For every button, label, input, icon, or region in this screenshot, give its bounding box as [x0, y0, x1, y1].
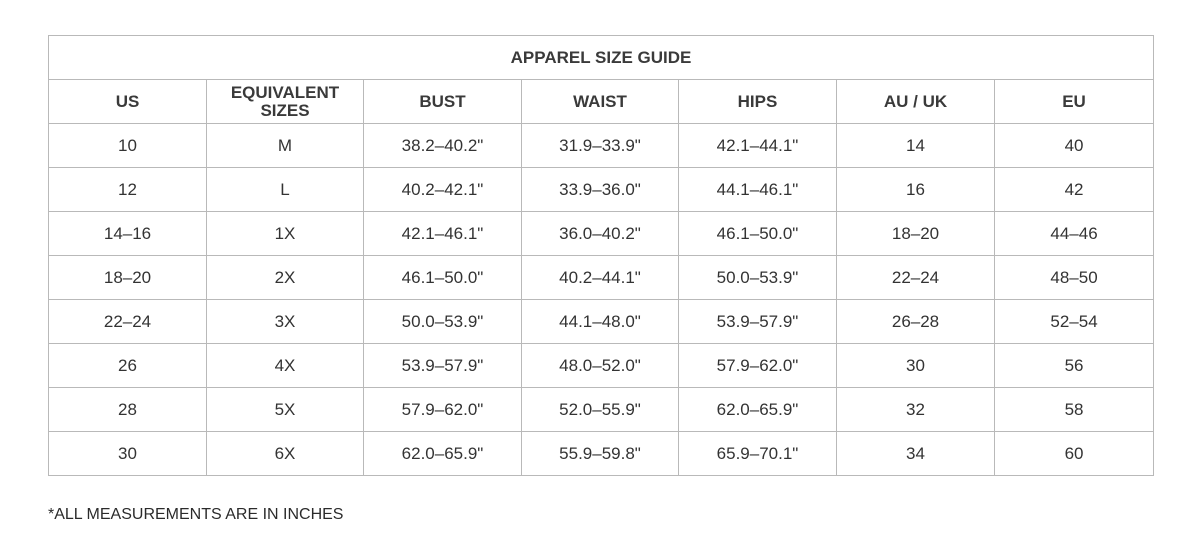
table-row — [49, 344, 1154, 388]
column-header-row — [49, 80, 1154, 124]
cell-eu-size: 40 — [995, 124, 1154, 168]
cell-waist: 44.1–48.0" — [522, 300, 679, 344]
column-header-waist: WAIST — [522, 80, 679, 124]
cell-hips: 65.9–70.1" — [679, 432, 837, 476]
column-header-au-uk: AU / UK — [837, 80, 995, 124]
cell-equivalent-size: 3X — [207, 300, 364, 344]
cell-equivalent-size: M — [207, 124, 364, 168]
cell-us-size: 28 — [49, 388, 207, 432]
cell-eu-size: 58 — [995, 388, 1154, 432]
cell-us-size: 14–16 — [49, 212, 207, 256]
table-row — [49, 212, 1154, 256]
cell-eu-size: 44–46 — [995, 212, 1154, 256]
cell-bust: 46.1–50.0" — [364, 256, 522, 300]
cell-au-uk-size: 26–28 — [837, 300, 995, 344]
cell-equivalent-size: 2X — [207, 256, 364, 300]
cell-au-uk-size: 18–20 — [837, 212, 995, 256]
column-header-hips: HIPS — [679, 80, 837, 124]
cell-equivalent-size: 6X — [207, 432, 364, 476]
cell-au-uk-size: 16 — [837, 168, 995, 212]
cell-hips: 44.1–46.1" — [679, 168, 837, 212]
cell-equivalent-size: 4X — [207, 344, 364, 388]
cell-bust: 57.9–62.0" — [364, 388, 522, 432]
cell-hips: 62.0–65.9" — [679, 388, 837, 432]
cell-eu-size: 48–50 — [995, 256, 1154, 300]
cell-bust: 62.0–65.9" — [364, 432, 522, 476]
table-row — [49, 388, 1154, 432]
cell-bust: 53.9–57.9" — [364, 344, 522, 388]
cell-us-size: 12 — [49, 168, 207, 212]
column-header-bust: BUST — [364, 80, 522, 124]
table-row — [49, 256, 1154, 300]
cell-au-uk-size: 30 — [837, 344, 995, 388]
cell-waist: 55.9–59.8" — [522, 432, 679, 476]
table-row — [49, 124, 1154, 168]
cell-hips: 46.1–50.0" — [679, 212, 837, 256]
cell-au-uk-size: 14 — [837, 124, 995, 168]
cell-bust: 40.2–42.1" — [364, 168, 522, 212]
cell-waist: 40.2–44.1" — [522, 256, 679, 300]
cell-hips: 50.0–53.9" — [679, 256, 837, 300]
column-header-us: US — [49, 80, 207, 124]
cell-equivalent-size: 1X — [207, 212, 364, 256]
cell-eu-size: 52–54 — [995, 300, 1154, 344]
cell-equivalent-size: L — [207, 168, 364, 212]
column-header-equivalent-sizes — [207, 80, 364, 124]
cell-waist: 36.0–40.2" — [522, 212, 679, 256]
table-body — [49, 124, 1154, 476]
cell-hips: 53.9–57.9" — [679, 300, 837, 344]
cell-au-uk-size: 32 — [837, 388, 995, 432]
cell-eu-size: 42 — [995, 168, 1154, 212]
cell-us-size: 18–20 — [49, 256, 207, 300]
table-title: APPAREL SIZE GUIDE — [49, 36, 1154, 80]
table-row — [49, 168, 1154, 212]
cell-waist: 33.9–36.0" — [522, 168, 679, 212]
measurement-footnote: *ALL MEASUREMENTS ARE IN INCHES — [48, 506, 344, 523]
cell-hips: 57.9–62.0" — [679, 344, 837, 388]
table-row — [49, 432, 1154, 476]
cell-au-uk-size: 22–24 — [837, 256, 995, 300]
cell-us-size: 10 — [49, 124, 207, 168]
cell-us-size: 26 — [49, 344, 207, 388]
cell-us-size: 30 — [49, 432, 207, 476]
table-row — [49, 300, 1154, 344]
cell-bust: 38.2–40.2" — [364, 124, 522, 168]
cell-waist: 52.0–55.9" — [522, 388, 679, 432]
cell-au-uk-size: 34 — [837, 432, 995, 476]
cell-waist: 31.9–33.9" — [522, 124, 679, 168]
cell-bust: 42.1–46.1" — [364, 212, 522, 256]
cell-us-size: 22–24 — [49, 300, 207, 344]
size-guide-table — [48, 35, 1154, 476]
cell-eu-size: 56 — [995, 344, 1154, 388]
cell-waist: 48.0–52.0" — [522, 344, 679, 388]
cell-eu-size: 60 — [995, 432, 1154, 476]
cell-equivalent-size: 5X — [207, 388, 364, 432]
column-header-equivalent-sizes-label: EQUIVALENT SIZES — [230, 82, 340, 120]
cell-hips: 42.1–44.1" — [679, 124, 837, 168]
cell-bust: 50.0–53.9" — [364, 300, 522, 344]
column-header-eu: EU — [995, 80, 1154, 124]
